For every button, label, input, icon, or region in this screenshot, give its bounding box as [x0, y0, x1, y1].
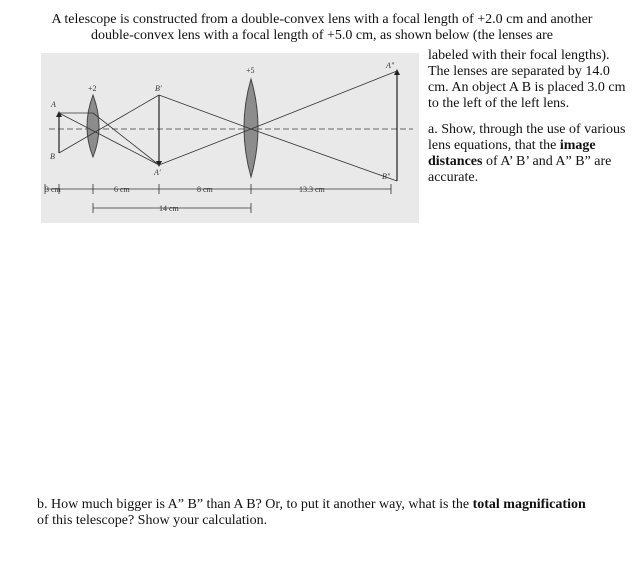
- side-line-2: The lenses are separated by 14.0 cm. An object A B is placed 3.0 cm to the left of the left lens.: [428, 64, 626, 111]
- dim-3cm: 3 cm: [45, 185, 61, 194]
- part-a-bold: image distances: [428, 138, 596, 169]
- point-a1: A': [154, 168, 161, 177]
- lens1-label: +2: [88, 84, 97, 93]
- lens-plus-5: [244, 79, 258, 177]
- part-b-bold-1: total: [472, 497, 500, 512]
- part-a-prefix: a. Show, through the use of various lens equations, that the: [428, 122, 626, 153]
- dim-8cm: 8 cm: [197, 185, 213, 194]
- telescope-diagram-svg: [41, 53, 419, 223]
- point-a2: A": [386, 61, 395, 70]
- dim-6cm: 6 cm: [114, 185, 130, 194]
- telescope-diagram: [41, 53, 419, 223]
- dim-14cm: 14 cm: [159, 204, 179, 213]
- part-a: [428, 122, 633, 186]
- problem-side-text: [428, 48, 633, 186]
- side-line-1: labeled with their focal lengths).: [428, 48, 610, 63]
- point-b: B: [50, 152, 55, 161]
- dim-13-3cm: 13.3 cm: [299, 185, 325, 194]
- point-b2: B": [382, 172, 391, 181]
- part-b: [37, 497, 597, 529]
- part-a-suffix: of A’ B’ and A” B” are accurate.: [428, 154, 612, 185]
- light-rays: [59, 71, 397, 181]
- lens2-label: +5: [246, 66, 255, 75]
- part-b-bold-2: magnification: [503, 497, 586, 512]
- point-a: A: [51, 100, 56, 109]
- point-b1: B': [155, 84, 162, 93]
- problem-intro: A telescope is constructed from a double-convex lens with a focal length of +2.0 cm and another double-convex lens with a focal length of +5.0 cm, as shown below (the lenses are: [51, 12, 593, 43]
- part-b-suffix: of this telescope? Show your calculation.: [37, 513, 268, 528]
- lens-plus-2: [87, 95, 99, 157]
- dimension-lines: [45, 184, 391, 213]
- part-b-prefix: b. How much bigger is A” B” than A B? Or, to put it another way, what is the: [37, 497, 470, 512]
